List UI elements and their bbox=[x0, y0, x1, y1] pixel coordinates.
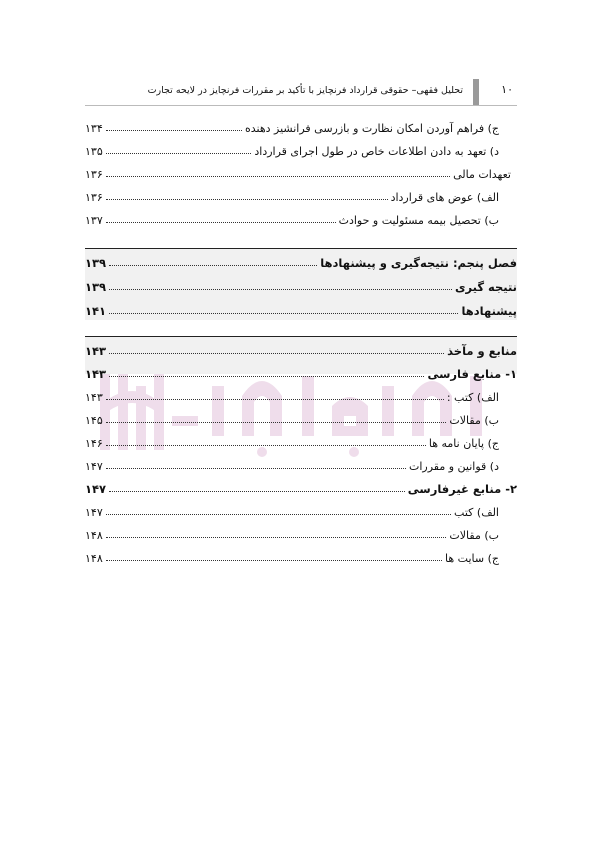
toc-leader bbox=[106, 222, 336, 223]
toc-page: ۱۴۸ bbox=[85, 552, 103, 565]
toc-row[interactable] bbox=[85, 117, 517, 135]
page-header bbox=[85, 79, 517, 106]
toc-page: ۱۴۳ bbox=[85, 344, 107, 358]
toc-title: الف) کتب : bbox=[446, 391, 499, 404]
toc-chapter-row[interactable] bbox=[85, 252, 517, 270]
toc-page: ۱۳۶ bbox=[85, 191, 103, 204]
toc-title: الف) عوض های قرارداد bbox=[390, 191, 499, 204]
toc-page: ۱۴۷ bbox=[85, 506, 103, 519]
toc-title: د) تعهد به دادن اطلاعات خاص در طول اجرای قرارداد bbox=[254, 145, 499, 158]
toc-title: ۱- منابع فارسی bbox=[427, 367, 517, 381]
toc-page: ۱۳۶ bbox=[85, 168, 103, 181]
toc-title: ب) مقالات bbox=[449, 414, 499, 427]
toc-title: پیشنهادها bbox=[461, 304, 517, 318]
toc-row[interactable] bbox=[85, 501, 517, 519]
toc-title: د) قوانین و مقررات bbox=[409, 460, 499, 473]
toc-section-row[interactable] bbox=[85, 363, 517, 381]
toc-title: ۲- منابع غیرفارسی bbox=[407, 482, 517, 496]
toc-chapter-row[interactable] bbox=[85, 276, 517, 294]
toc-title: الف) کتب bbox=[454, 506, 499, 519]
toc-leader bbox=[106, 153, 252, 154]
toc-row[interactable] bbox=[85, 524, 517, 542]
section-divider bbox=[85, 248, 517, 249]
toc-leader bbox=[106, 199, 388, 200]
toc-leader bbox=[109, 376, 424, 377]
toc-title: فصل پنجم: نتیجه‌گیری و پیشنهادها bbox=[320, 256, 517, 270]
page-number: ۱۰ bbox=[501, 83, 513, 96]
toc-leader bbox=[109, 289, 452, 290]
toc-page: ۱۴۳ bbox=[85, 367, 107, 381]
toc-title: منابع و مآخذ bbox=[447, 344, 517, 358]
toc-row[interactable] bbox=[85, 140, 517, 158]
toc-row[interactable] bbox=[85, 209, 517, 227]
toc-leader bbox=[106, 560, 442, 561]
toc-leader bbox=[109, 353, 444, 354]
toc-row[interactable] bbox=[85, 547, 517, 565]
toc-page: ۱۳۷ bbox=[85, 214, 103, 227]
toc-leader bbox=[106, 176, 450, 177]
toc-leader bbox=[109, 313, 458, 314]
toc-page: ۱۴۱ bbox=[85, 304, 107, 318]
toc-page: ۱۳۹ bbox=[85, 280, 107, 294]
toc-row[interactable] bbox=[85, 409, 517, 427]
section-divider bbox=[85, 336, 517, 337]
toc-page: ۱۴۵ bbox=[85, 414, 103, 427]
toc-row[interactable] bbox=[85, 163, 517, 181]
toc-title: ب) تحصیل بیمه مسئولیت و حوادث bbox=[338, 214, 499, 227]
toc-page: ۱۳۴ bbox=[85, 122, 103, 135]
toc-page: ۱۴۷ bbox=[85, 460, 103, 473]
toc-page: ۱۴۷ bbox=[85, 482, 107, 496]
toc-leader bbox=[106, 399, 444, 400]
toc-title: نتیجه گیری bbox=[454, 280, 517, 294]
toc-page: ۱۴۸ bbox=[85, 529, 103, 542]
toc-leader bbox=[106, 130, 242, 131]
toc-row[interactable] bbox=[85, 386, 517, 404]
running-title: تحلیل فقهی– حقوقی قرارداد فرنچایز با تأکید بر مقررات فرنچایز در لایحه تجارت bbox=[147, 85, 463, 96]
toc-leader bbox=[109, 265, 317, 266]
toc-section-row[interactable] bbox=[85, 478, 517, 496]
toc-title: ج) پایان نامه ها bbox=[428, 437, 499, 450]
toc-title: ب) مقالات bbox=[449, 529, 499, 542]
toc-row[interactable] bbox=[85, 186, 517, 204]
toc-leader bbox=[106, 514, 451, 515]
toc-leader bbox=[109, 491, 405, 492]
toc-leader bbox=[106, 445, 426, 446]
toc-chapter-row[interactable] bbox=[85, 300, 517, 318]
toc-page: ۱۴۶ bbox=[85, 437, 103, 450]
toc-title: تعهدات مالی bbox=[453, 168, 511, 181]
header-bar bbox=[473, 79, 479, 105]
toc-page: ۱۳۵ bbox=[85, 145, 103, 158]
toc-leader bbox=[106, 468, 406, 469]
toc-row[interactable] bbox=[85, 432, 517, 450]
toc-leader bbox=[106, 537, 447, 538]
toc-title: ج) فراهم آوردن امکان نظارت و بازرسی فرانشیز دهنده bbox=[244, 122, 499, 135]
toc-chapter-row[interactable] bbox=[85, 340, 517, 358]
toc-row[interactable] bbox=[85, 455, 517, 473]
toc-page: ۱۴۳ bbox=[85, 391, 103, 404]
toc-title: ج) سایت ها bbox=[445, 552, 499, 565]
toc-page: ۱۳۹ bbox=[85, 256, 107, 270]
toc-leader bbox=[106, 422, 447, 423]
